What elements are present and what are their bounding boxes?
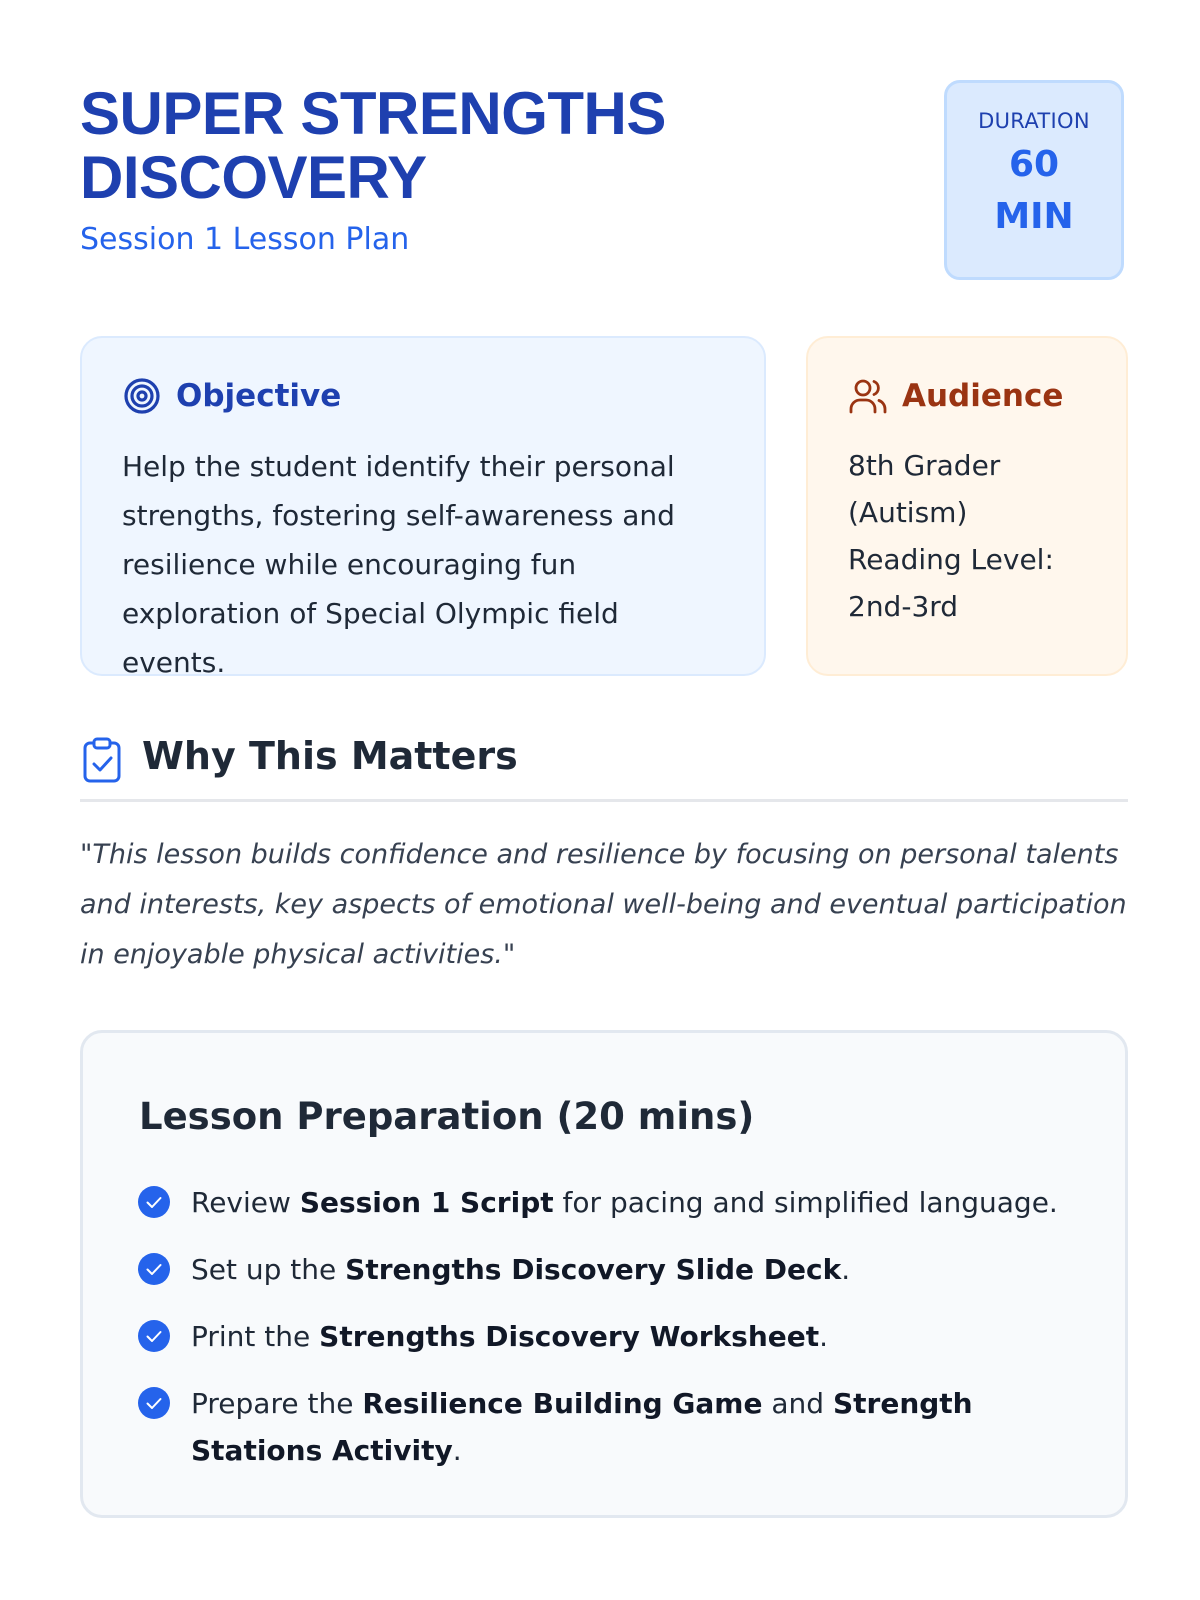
duration-value [947,139,1121,243]
page-title [80,82,840,210]
prep-item-bold: Strength Stations Activity [191,1387,973,1467]
title-line-2: DISCOVERY [80,144,427,211]
users-icon [848,376,888,416]
audience-header [848,376,1063,416]
audience-card [806,336,1128,676]
why-section-header [80,732,1128,802]
lesson-prep-card [80,1030,1128,1518]
prep-item-text: Prepare the [191,1387,363,1420]
clipboard-check-icon [80,736,124,784]
prep-item-text: . [841,1253,851,1286]
page-subtitle: Session 1 Lesson Plan [80,222,410,257]
objective-text: Help the student identify their personal strengths, fostering self-awareness and resilience while encouraging fun exploration of Special Olympic field events. [122,450,675,679]
duration-label: DURATION [978,109,1090,133]
prep-item-bold: Strengths Discovery Slide Deck [345,1253,842,1286]
prep-item [137,1246,1065,1293]
target-icon [122,376,162,416]
prep-item-text: . [819,1320,829,1353]
prep-item [137,1380,1065,1474]
prep-item-bold: Strengths Discovery Worksheet [319,1320,820,1353]
audience-details [848,442,1090,630]
duration-badge [944,80,1124,280]
objective-card [80,336,766,679]
check-circle-icon [137,1319,171,1353]
audience-condition: (Autism) [848,496,968,529]
audience-reading-level: 2nd-3rd [848,590,959,623]
prep-item-text: Review [191,1186,300,1219]
prep-heading: Lesson Preparation (20 mins) [139,1095,755,1138]
why-quote: "This lesson builds confidence and resilience by focusing on personal talents and interests, key aspects of emotional well-being and eventual participation in enjoyable physical activities." [80,839,1127,970]
audience-heading: Audience [902,378,1064,414]
prep-item-bold: Resilience Building Game [362,1387,763,1420]
title-line-1: SUPER STRENGTHS [80,80,666,147]
check-circle-icon [137,1386,171,1420]
prep-item-text: Set up the [191,1253,346,1286]
prep-item-text: and [762,1387,833,1420]
check-circle-icon [137,1252,171,1286]
audience-grade: 8th Grader [848,449,1001,482]
prep-checklist [137,1179,1065,1494]
prep-item-bold: Session 1 Script [299,1186,554,1219]
objective-heading: Objective [176,378,342,414]
audience-reading-label: Reading Level: [848,543,1054,576]
prep-item [137,1179,1065,1226]
objective-header [122,376,341,416]
prep-item-text: . [452,1434,462,1467]
why-heading: Why This Matters [142,734,518,778]
prep-item-text: for pacing and simplified language. [553,1186,1058,1219]
check-circle-icon [137,1185,171,1219]
prep-item-text: Print the [191,1320,320,1353]
duration-unit: MIN [994,196,1074,237]
prep-item [137,1313,1065,1360]
duration-number: 60 [1008,144,1060,185]
